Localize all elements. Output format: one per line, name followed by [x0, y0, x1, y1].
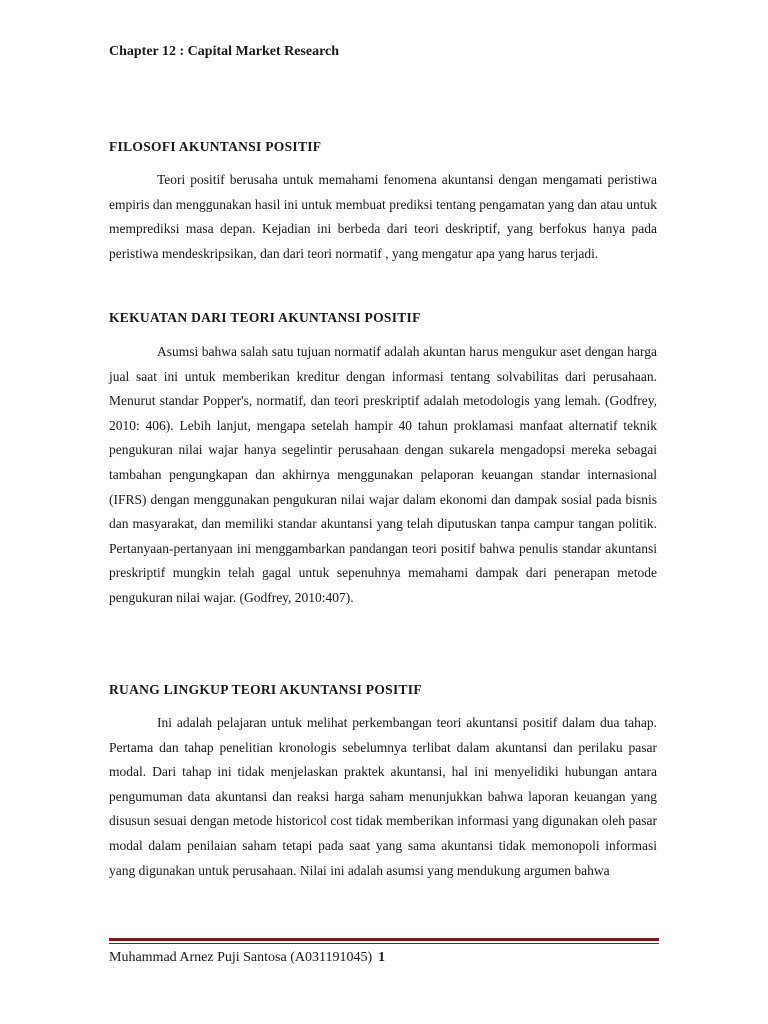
page-number: 1 [378, 950, 386, 965]
chapter-header: Chapter 12 : Capital Market Research [109, 44, 340, 59]
page-footer [109, 950, 385, 966]
section-heading-filosofi: FILOSOFI AKUNTANSI POSITIF [109, 139, 322, 154]
paragraph-kekuatan: Asumsi bahwa salah satu tujuan normatif adalah akuntan harus mengukur aset dengan harga jual saat ini untuk memberikan kreditur dengan informasi tentang solvabilitas dari perusahaan. Menurut standar Popper's, normatif, dan teori preskriptif adalah metodologis yang lemah. (Godfrey, 2010: 406). Lebih lanjut, mengapa setelah hampir 40 tahun proklamasi manfaat alternatif teknik pengukuran nilai wajar hanya segelintir perusahaan dengan sukarela mengadopsi mereka sebagai tambahan pengungkapan dan akhirnya menggunakan pelaporan keuangan standar internasional (IFRS) dengan menggunakan pengukuran nilai wajar dalam ekonomi dan dampak sosial pada bisnis dan masyarakat, dan memiliki standar akuntansi yang telah diputuskan tanpa campur tangan politik. Pertanyaan-pertanyaan ini menggambarkan pandangan teori positif bahwa penulis standar akuntansi preskriptif mungkin telah gagal untuk sepenuhnya memahami dampak dari penerapan metode pengukuran nilai wajar. (Godfrey, 2010:407). [109, 344, 657, 605]
section-heading-ruang-lingkup: RUANG LINGKUP TEORI AKUNTANSI POSITIF [109, 682, 422, 697]
footer-divider [109, 938, 659, 944]
paragraph-ruang-lingkup: Ini adalah pelajaran untuk melihat perkembangan teori akuntansi positif dalam dua tahap. Pertama dan tahap penelitian kronologis sebelumnya terlibat dalam akuntansi dan perilaku pasar modal. Dari tahap ini tidak menjelaskan praktek akuntansi, hal ini menyelidiki hubungan antara pengumuman data akuntansi dan reaksi harga saham menunjukkan bahwa laporan keuangan yang disusun sesuai dengan metode historicol cost tidak memberikan informasi yang digunakan oleh pasar modal dalam penilaian saham tetapi pada saat yang sama akuntansi tidak memonopoli informasi yang digunakan untuk perusahaan. Nilai ini adalah asumsi yang mendukung argumen bahwa [109, 715, 657, 878]
section-heading-kekuatan: KEKUATAN DARI TEORI AKUNTANSI POSITIF [109, 310, 421, 325]
footer-author: Muhammad Arnez Puji Santosa (A031191045) [109, 950, 373, 965]
paragraph-filosofi: Teori positif berusaha untuk memahami fenomena akuntansi dengan mengamati peristiwa empiris dan menggunakan hasil ini untuk membuat prediksi tentang pengamatan yang dan atau untuk memprediksi masa depan. Kejadian ini berbeda dari teori deskriptif, yang berfokus hanya pada peristiwa mendeskripsikan, dan dari teori normatif , yang mengatur apa yang harus terjadi. [109, 172, 657, 261]
